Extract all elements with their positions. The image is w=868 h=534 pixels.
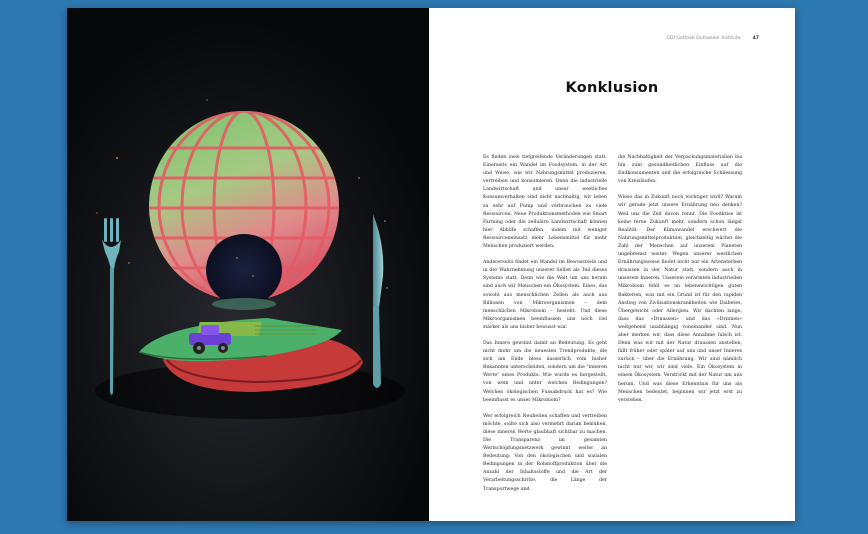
text-page — [429, 8, 795, 521]
globe-opening — [206, 234, 282, 306]
magazine-spread — [67, 8, 795, 521]
paragraph: die Nachhaltigkeit der Verpackungsmaterialien bis hin zum gesundheitlichen Einfluss auf die Endkonsumenten und die erfolgreiche Schliessung von Kreisläufen. — [618, 155, 742, 185]
page-title: Konklusion — [565, 80, 659, 96]
page-number: 47 — [752, 36, 759, 41]
paragraph: Das Innere gewinnt damit an Bedeutung. Es geht nicht mehr um die neuesten Trendprodukte, die sich am Ende bloss äusserlich vom bisher Bekannten unterscheiden, sondern um die "inneren Werte" eines Produkts: Wie wurde es hergestellt, von wem und unter welchen Bedingungen? Welchen ökologischen Fussabdruck hat es? Wie beeinflusst es unser Mikrobiom? — [483, 340, 607, 403]
publication-name: GDI Gottlieb Duttweiler Institute — [666, 36, 741, 41]
running-head — [667, 36, 760, 41]
body-columns — [483, 154, 742, 490]
globe-on-plate-illustration — [67, 8, 429, 521]
text-column-left — [483, 154, 607, 490]
text-column-right — [618, 154, 742, 490]
paragraph: Es finden zwei tiefgreifende Veränderungen statt: Einerseits ein Wandel im Foodsystem, in der Art und Weise, wie wir Nahrungsmittel produzieren, vertreiben und konsumieren. Denn die industrielle Landwirtschaft und unser westliches Konsumverhalten sind nicht nachhaltig, wir leben zu sehr auf Pump und verbrauchen zu viele Ressourcen. Neue Produktionsmethoden wie Smart Farming oder die zelluläre Landwirtschaft können hier Abhilfe schaffen, indem mit weniger Ressourceneinsatz mehr Lebensmittel für mehr Menschen produziert werden. — [483, 155, 607, 250]
paragraph: Wer erfolgreich Neuheiten schaffen und vertreiben möchte, sollte sich also vermehrt darum bemühen, diese inneren Werte glaubhaft sichtbar zu machen. Die Transparenz im gesamten Wertschöpfungsnetzwerk gewinnt weiter an Bedeutung: Von den ökologischen und sozialen Bedingungen in der Rohstoffproduktion über die Anzahl der Inhaltsstoffe und die Art der Verarbeitungsschritte, die Länge der Transportwege und — [483, 413, 607, 492]
illustration-page — [67, 8, 429, 521]
paragraph: Andererseits findet ein Wandel im Bewusstsein und in der Wahrnehmung unserer Selbst als Teil dieses Systems statt. Denn wie die Welt um uns herum sind auch wir Menschen ein Ökosystem. Eines, das sowohl aus menschlichen Zellen als auch aus Billionen von Mikroorganismen – dem menschlichen Mikrobiom – besteht. Und diese Mikroorganismen beeinflussen uns noch viel stärker als uns bisher bewusst war. — [483, 260, 607, 330]
paragraph: Wieso das in Zukunft noch wichtiger wird? Warum wir gerade jetzt unsere Ernährung neu denken? Weil uns die Zeit davon rennt. Die Foodkrise ist keine ferne Zukunft mehr, sondern schon längst Realität. Der Klimawandel erschwert die Nahrungsmittelproduktion, gleichzeitig wächst die Zahl der Menschen auf unserem Planeten ungebremst weiter. Wegen unserer westlichen Ernährungsweise findet nicht nur ein Artensterben draussen in der Natur statt, sondern auch in unserem Inneren. Unserem verarmten industriellen Mikrobiom fehlt es an lebenswichtigen guten Bakterien, was mit ein Grund ist für den rapiden Anstieg von Zivilisationskrankheiten wie Diabetes, Übergewicht oder Allergien. Wir dachten lange, dass das «Draussen» und das «Drinnen» weitgehend unabhängig voneinander sind. Nun aber merken wir, dass diese Annahme falsch ist. Denn was wir mit der Natur draussen anstellen, fällt früher oder später auf uns und unser Inneres zurück – über die Ernährung. Wir sind nämlich nicht nur wir, wir sind viele. Ein Ökosystem in einem Ökosystem. Verstrickt mit der Natur um uns herum. Und was diese Erkenntnis für uns als Menschen bedeutet, beginnen wir jetzt erst zu verstehen. — [618, 195, 742, 403]
